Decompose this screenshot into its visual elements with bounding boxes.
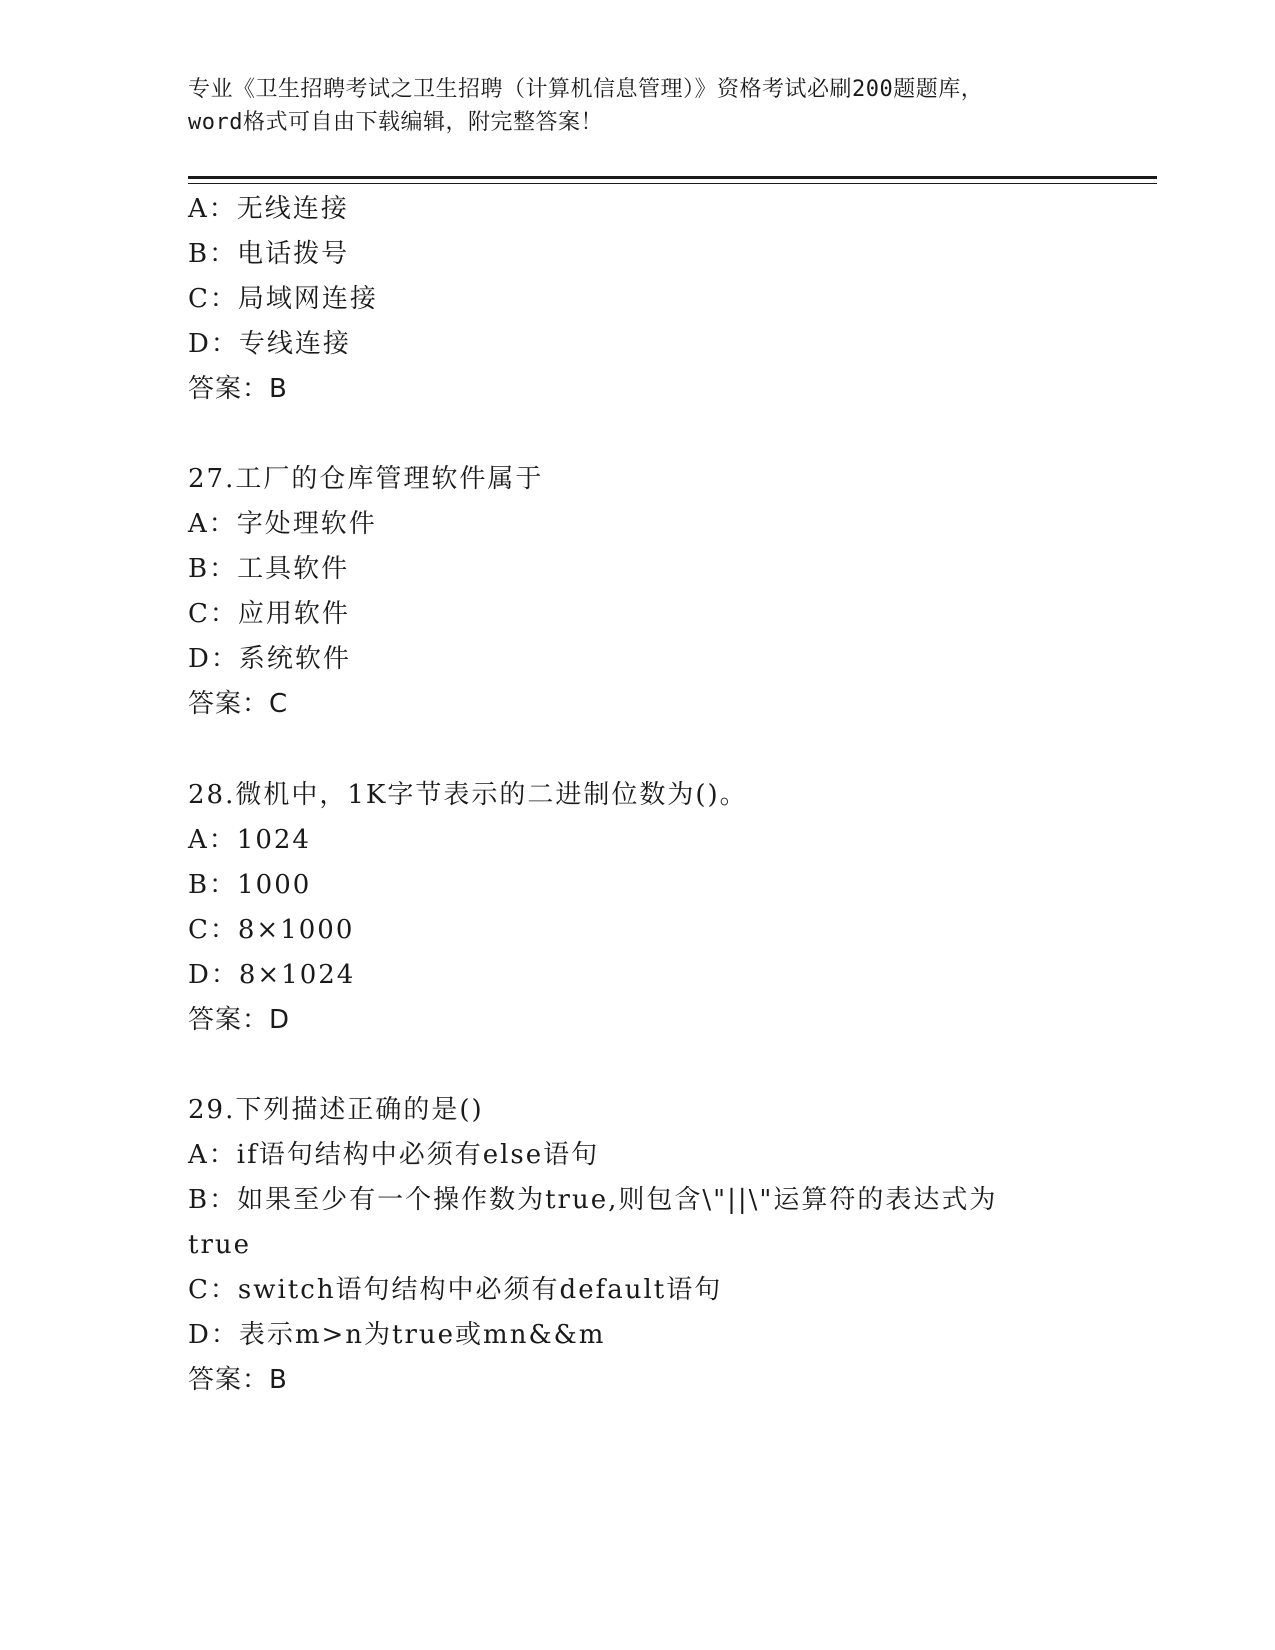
q28-answer: 答案：D — [188, 1005, 291, 1035]
header-divider-thick — [188, 176, 1157, 179]
q28-option-b: B：1000 — [188, 870, 312, 900]
q29-option-a: A：if语句结构中必须有else语句 — [188, 1140, 600, 1170]
q26-option-a: A：无线连接 — [188, 194, 349, 224]
q28-question: 28.微机中，1K字节表示的二进制位数为()。 — [188, 780, 748, 810]
q29-option-b-line-1: B：如果至少有一个操作数为true,则包含\"||\"运算符的表达式为 — [188, 1185, 998, 1215]
q26-answer: 答案：B — [188, 374, 288, 404]
header-line-1: 专业《卫生招聘考试之卫生招聘（计算机信息管理）》资格考试必刷200题题库， — [188, 77, 984, 102]
q26-option-d: D：专线连接 — [188, 329, 351, 359]
q29-option-d: D：表示m>n为true或mn&&m — [188, 1320, 606, 1350]
q29-question: 29.下列描述正确的是() — [188, 1095, 484, 1125]
q28-option-a: A：1024 — [188, 825, 311, 855]
q27-answer: 答案：C — [188, 689, 289, 719]
q27-option-b: B：工具软件 — [188, 554, 350, 584]
header-divider-thin — [188, 183, 1157, 184]
q27-option-c: C：应用软件 — [188, 599, 350, 629]
q29-option-b-line-2: true — [188, 1230, 252, 1260]
q26-option-c: C：局域网连接 — [188, 284, 378, 314]
q26-option-b: B：电话拨号 — [188, 239, 350, 269]
page-header — [188, 73, 1088, 139]
q28-option-c: C：8×1000 — [188, 915, 355, 945]
q29-option-c: C：switch语句结构中必须有default语句 — [188, 1275, 723, 1305]
q27-option-d: D：系统软件 — [188, 644, 351, 674]
header-line-2: word格式可自由下载编辑，附完整答案！ — [188, 110, 603, 135]
q27-option-a: A：字处理软件 — [188, 509, 377, 539]
q29-answer: 答案：B — [188, 1365, 288, 1395]
q28-option-d: D：8×1024 — [188, 960, 356, 990]
q27-question: 27.工厂的仓库管理软件属于 — [188, 464, 544, 494]
